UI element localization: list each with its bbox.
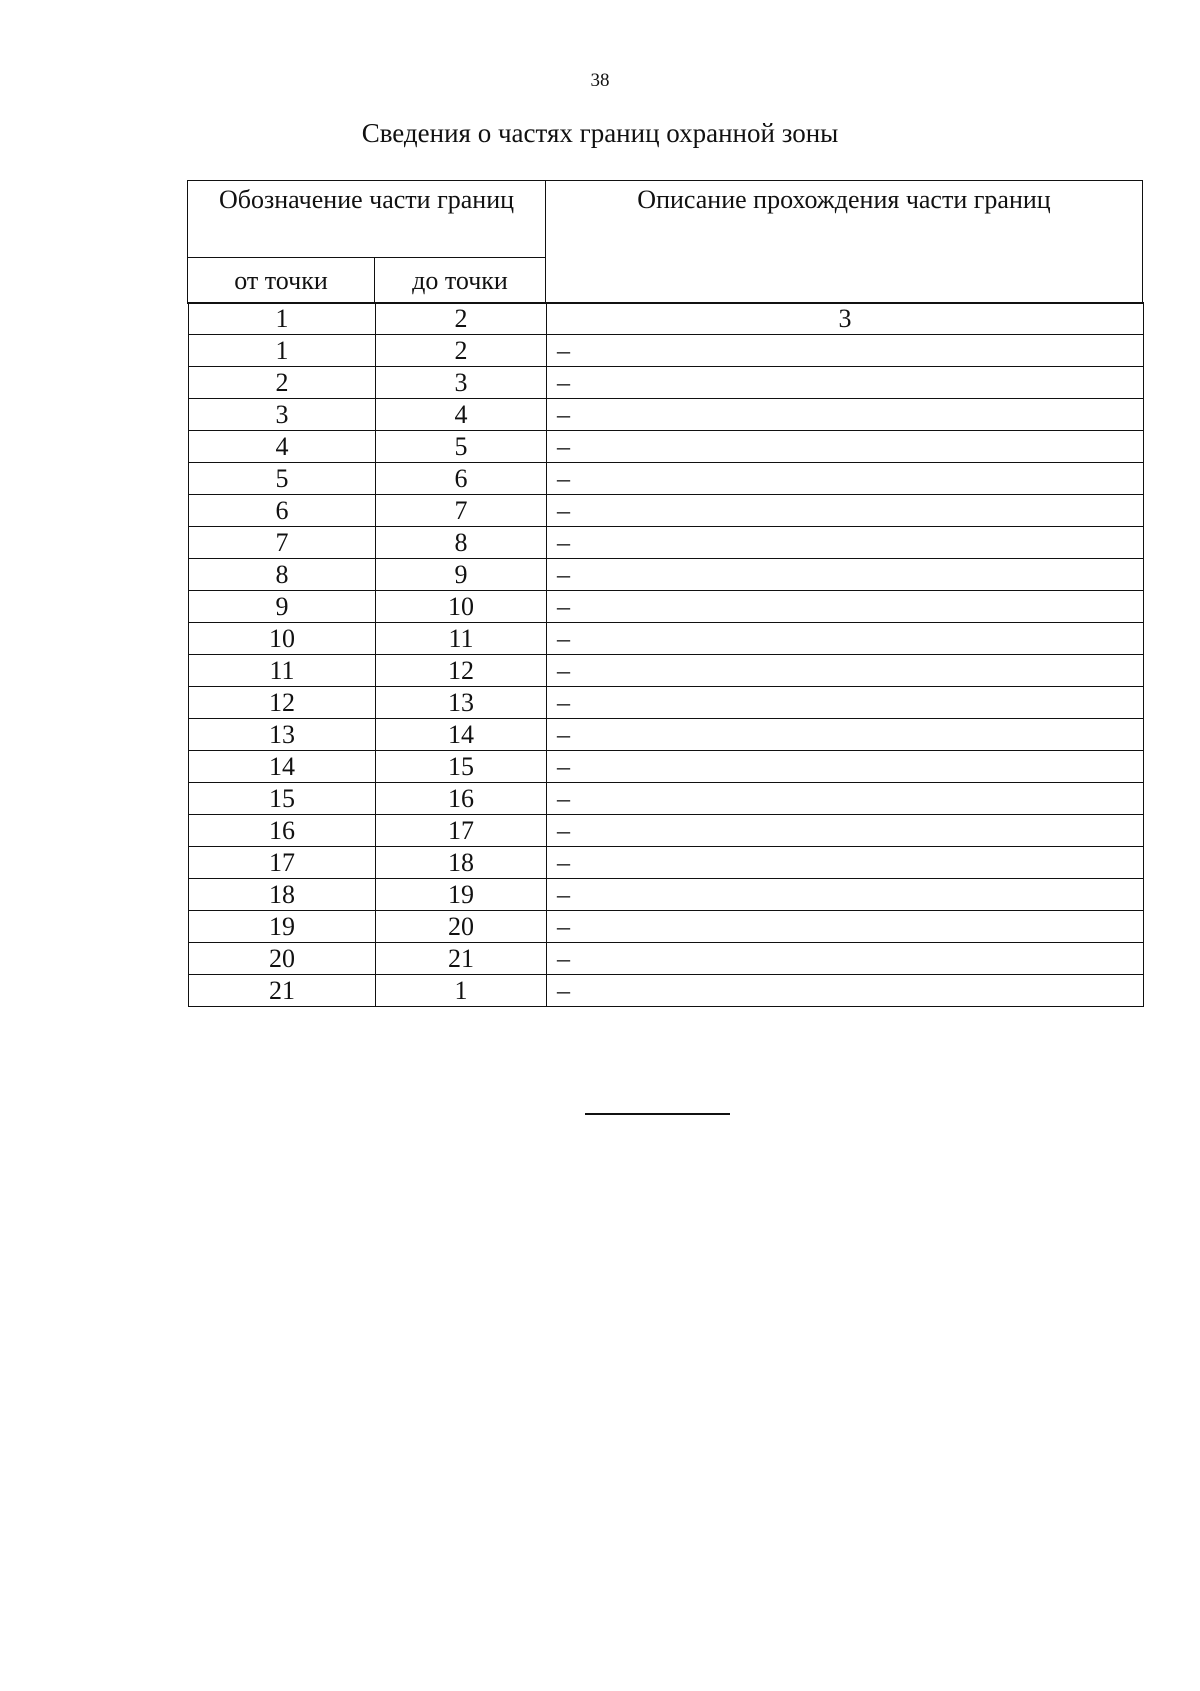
column-number-2: 2: [376, 303, 547, 335]
column-number-row: [189, 303, 1144, 335]
to-point-cell: 1: [376, 975, 547, 1007]
description-cell: –: [547, 975, 1144, 1007]
description-cell: –: [547, 783, 1144, 815]
table-row: [189, 655, 1144, 687]
table-row: [189, 911, 1144, 943]
header-from-point: от точки: [188, 258, 375, 304]
from-point-cell: 4: [189, 431, 376, 463]
table-row: [189, 943, 1144, 975]
column-number-3: 3: [547, 303, 1144, 335]
description-cell: –: [547, 687, 1144, 719]
table-row: [189, 367, 1144, 399]
to-point-cell: 8: [376, 527, 547, 559]
description-cell: –: [547, 527, 1144, 559]
to-point-cell: 12: [376, 655, 547, 687]
table-row: [189, 335, 1144, 367]
to-point-cell: 2: [376, 335, 547, 367]
description-cell: –: [547, 431, 1144, 463]
description-cell: –: [547, 847, 1144, 879]
from-point-cell: 18: [189, 879, 376, 911]
table-row: [189, 879, 1144, 911]
to-point-cell: 15: [376, 751, 547, 783]
description-cell: –: [547, 591, 1144, 623]
table-row: [189, 591, 1144, 623]
description-cell: –: [547, 719, 1144, 751]
to-point-cell: 5: [376, 431, 547, 463]
from-point-cell: 9: [189, 591, 376, 623]
description-cell: –: [547, 815, 1144, 847]
description-cell: –: [547, 911, 1144, 943]
header-description: Описание прохождения части границ: [546, 181, 1143, 304]
table-row: [189, 751, 1144, 783]
from-point-cell: 11: [189, 655, 376, 687]
from-point-cell: 21: [189, 975, 376, 1007]
document-title: Сведения о частях границ охранной зоны: [361, 118, 839, 148]
from-point-cell: 6: [189, 495, 376, 527]
to-point-cell: 18: [376, 847, 547, 879]
from-point-cell: 3: [189, 399, 376, 431]
from-point-cell: 5: [189, 463, 376, 495]
to-point-cell: 16: [376, 783, 547, 815]
from-point-cell: 16: [189, 815, 376, 847]
table-row: [189, 815, 1144, 847]
table-header: [187, 180, 1143, 304]
description-cell: –: [547, 623, 1144, 655]
to-point-cell: 4: [376, 399, 547, 431]
description-cell: –: [547, 655, 1144, 687]
description-cell: –: [547, 335, 1144, 367]
to-point-cell: 19: [376, 879, 547, 911]
to-point-cell: 11: [376, 623, 547, 655]
end-separator-line: [585, 1113, 730, 1115]
boundary-parts-table: [188, 302, 1144, 1007]
table-row: [189, 783, 1144, 815]
table-row: [189, 559, 1144, 591]
description-cell: –: [547, 399, 1144, 431]
description-cell: –: [547, 751, 1144, 783]
from-point-cell: 17: [189, 847, 376, 879]
to-point-cell: 20: [376, 911, 547, 943]
to-point-cell: 3: [376, 367, 547, 399]
column-number-1: 1: [189, 303, 376, 335]
table-row: [189, 847, 1144, 879]
header-boundary-part: Обозначение части границ: [188, 181, 546, 258]
to-point-cell: 13: [376, 687, 547, 719]
description-cell: –: [547, 879, 1144, 911]
from-point-cell: 13: [189, 719, 376, 751]
table-row: [189, 527, 1144, 559]
table-row: [189, 975, 1144, 1007]
from-point-cell: 7: [189, 527, 376, 559]
from-point-cell: 10: [189, 623, 376, 655]
table-row: [189, 431, 1144, 463]
table-row: [189, 495, 1144, 527]
to-point-cell: 21: [376, 943, 547, 975]
from-point-cell: 1: [189, 335, 376, 367]
table-row: [189, 623, 1144, 655]
from-point-cell: 15: [189, 783, 376, 815]
table-row: [189, 399, 1144, 431]
from-point-cell: 19: [189, 911, 376, 943]
to-point-cell: 14: [376, 719, 547, 751]
from-point-cell: 2: [189, 367, 376, 399]
to-point-cell: 9: [376, 559, 547, 591]
table-row: [189, 719, 1144, 751]
page-number: 38: [590, 70, 610, 91]
from-point-cell: 14: [189, 751, 376, 783]
to-point-cell: 6: [376, 463, 547, 495]
from-point-cell: 12: [189, 687, 376, 719]
to-point-cell: 17: [376, 815, 547, 847]
table-row: [189, 463, 1144, 495]
description-cell: –: [547, 943, 1144, 975]
description-cell: –: [547, 495, 1144, 527]
header-to-point: до точки: [375, 258, 546, 304]
description-cell: –: [547, 367, 1144, 399]
from-point-cell: 8: [189, 559, 376, 591]
to-point-cell: 7: [376, 495, 547, 527]
to-point-cell: 10: [376, 591, 547, 623]
table-row: [189, 687, 1144, 719]
from-point-cell: 20: [189, 943, 376, 975]
description-cell: –: [547, 559, 1144, 591]
description-cell: –: [547, 463, 1144, 495]
